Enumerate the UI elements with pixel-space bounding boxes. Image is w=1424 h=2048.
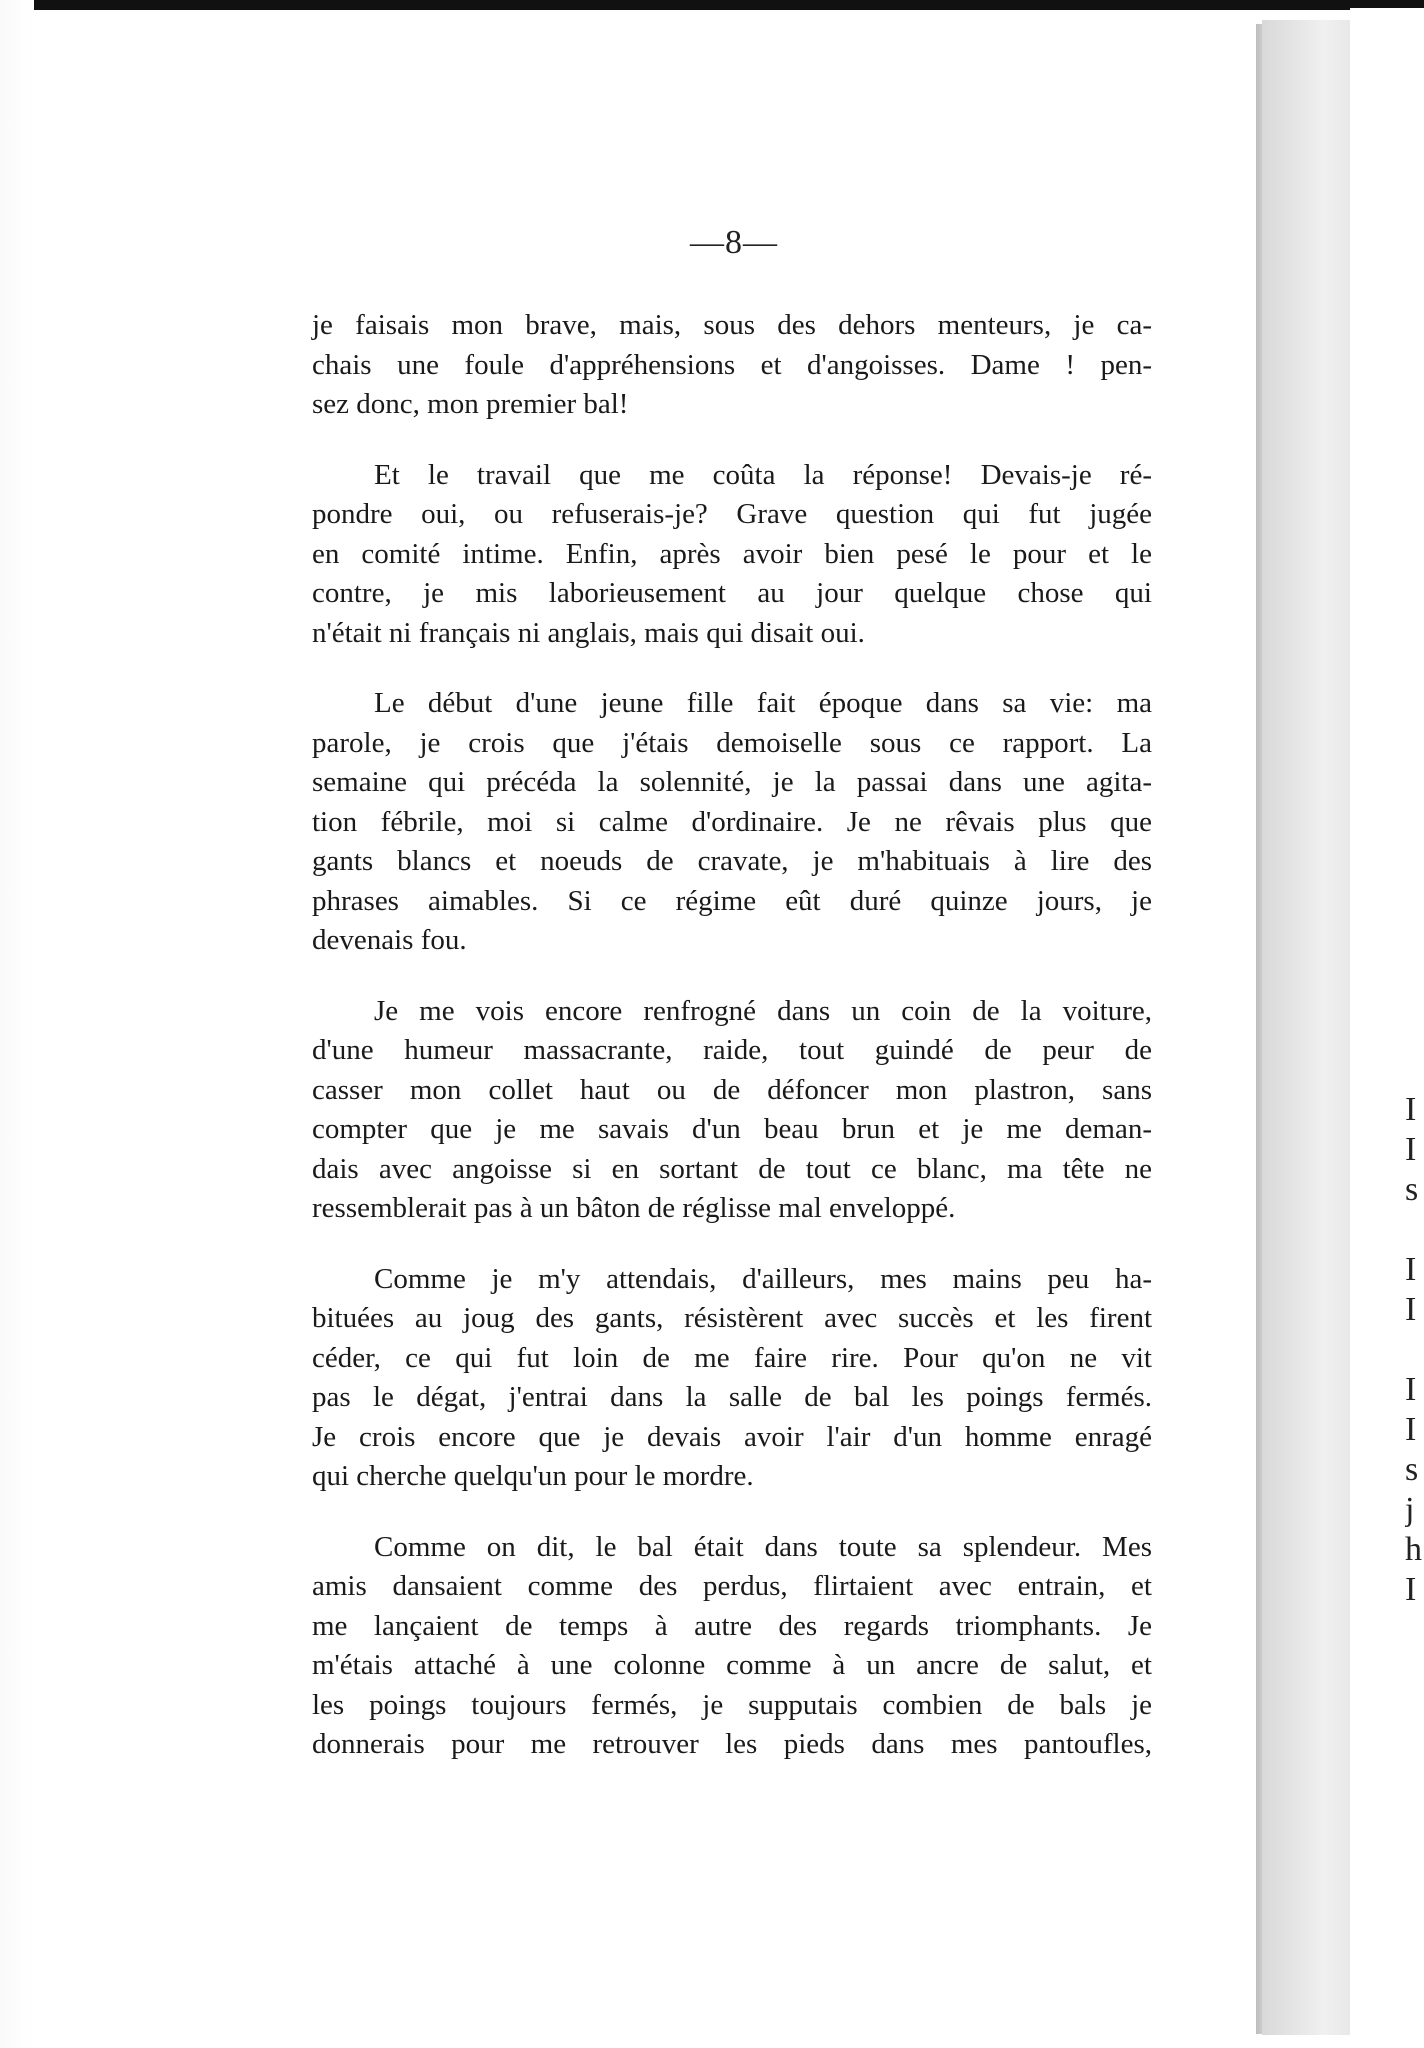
paragraph-6: [312, 1528, 1152, 1765]
paragraph-5: [312, 1260, 1152, 1497]
text-line: pondre oui, ou refuserais-je? Grave question qui fut jugée: [312, 498, 1152, 530]
paragraph-3: [312, 684, 1152, 961]
text-line: semaine qui précéda la solennité, je la passai dans une agita-: [312, 766, 1152, 798]
page-body-text: [312, 306, 1152, 1796]
paragraph-2: [312, 456, 1152, 654]
next-page-letter: I: [1405, 1131, 1417, 1168]
text-line: ressemblerait pas à un bâton de réglisse mal enveloppé.: [312, 1192, 956, 1224]
text-line: qui cherche quelqu'un pour le mordre.: [312, 1460, 754, 1492]
next-page-letter: [1405, 1210, 1424, 1250]
text-line: céder, ce qui fut loin de me faire rire. Pour qu'on ne vit: [312, 1341, 1152, 1374]
text-line: contre, je mis laborieusement au jour quelque chose qui: [312, 577, 1152, 609]
text-line: d'une humeur massacrante, raide, tout guindé de peur de: [312, 1034, 1152, 1066]
next-page-letter: s: [1405, 1451, 1419, 1488]
text-line: me lançaient de temps à autre des regards triomphants. Je: [312, 1609, 1152, 1642]
text-line: amis dansaient comme des perdus, flirtaient avec entrain, et: [312, 1570, 1152, 1602]
text-line: Et le travail que me coûta la réponse! Devais-je ré-: [374, 458, 1152, 491]
text-line: gants blancs et noeuds de cravate, je m'habituais à lire des: [312, 845, 1152, 877]
text-line: Comme on dit, le bal était dans toute sa splendeur. Mes: [374, 1530, 1152, 1563]
next-page-letter: s: [1405, 1171, 1419, 1208]
next-page-letter: I: [1405, 1411, 1417, 1448]
text-line: Je crois encore que je devais avoir l'air d'un homme enragé: [312, 1420, 1152, 1453]
next-page-edge: [1350, 8, 1424, 2048]
paragraph-1: [312, 306, 1152, 425]
next-page-letter: [1405, 1330, 1424, 1370]
next-page-letters: [1405, 1090, 1424, 1610]
next-page-letter: I: [1405, 1251, 1417, 1288]
text-line: les poings toujours fermés, je supputais combien de bals je: [312, 1688, 1152, 1721]
text-line: chais une foule d'appréhensions et d'angoisses. Dame ! pen-: [312, 348, 1152, 381]
page-gutter: [1262, 20, 1350, 2035]
next-page-letter: I: [1405, 1571, 1417, 1608]
next-page-letter: I: [1405, 1371, 1417, 1408]
text-line: compter que je me savais d'un beau brun et je me deman-: [312, 1113, 1152, 1145]
text-line: m'étais attaché à une colonne comme à un ancre de salut, et: [312, 1649, 1152, 1681]
text-line: bituées au joug des gants, résistèrent avec succès et les firent: [312, 1302, 1152, 1334]
text-line: en comité intime. Enfin, après avoir bien pesé le pour et le: [312, 537, 1152, 570]
text-line: donnerais pour me retrouver les pieds dans mes pantoufles,: [312, 1728, 1152, 1760]
text-line: je faisais mon brave, mais, sous des dehors menteurs, je ca-: [312, 309, 1152, 341]
text-line: tion fébrile, moi si calme d'ordinaire. Je ne rêvais plus que: [312, 805, 1152, 838]
next-page-letter: j: [1405, 1491, 1415, 1528]
text-line: n'était ni français ni anglais, mais qui disait oui.: [312, 616, 865, 649]
page-number: —8—: [690, 224, 778, 261]
paragraph-4: [312, 992, 1152, 1229]
text-line: devenais fou.: [312, 924, 467, 956]
text-line: casser mon collet haut ou de défoncer mon plastron, sans: [312, 1073, 1152, 1106]
text-line: phrases aimables. Si ce régime eût duré quinze jours, je: [312, 884, 1152, 917]
text-line: dais avec angoisse si en sortant de tout ce blanc, ma tête ne: [312, 1152, 1152, 1185]
text-line: parole, je crois que j'étais demoiselle sous ce rapport. La: [312, 726, 1152, 759]
text-line: Je me vois encore renfrogné dans un coin de la voiture,: [374, 994, 1152, 1027]
text-line: sez donc, mon premier bal!: [312, 388, 629, 420]
text-line: Comme je m'y attendais, d'ailleurs, mes mains peu ha-: [374, 1262, 1152, 1295]
next-page-letter: h: [1405, 1531, 1422, 1568]
text-line: pas le dégat, j'entrai dans la salle de bal les poings fermés.: [312, 1381, 1152, 1413]
next-page-letter: I: [1405, 1291, 1417, 1328]
next-page-letter: I: [1405, 1091, 1417, 1128]
text-line: Le début d'une jeune fille fait époque dans sa vie: ma: [374, 687, 1152, 719]
